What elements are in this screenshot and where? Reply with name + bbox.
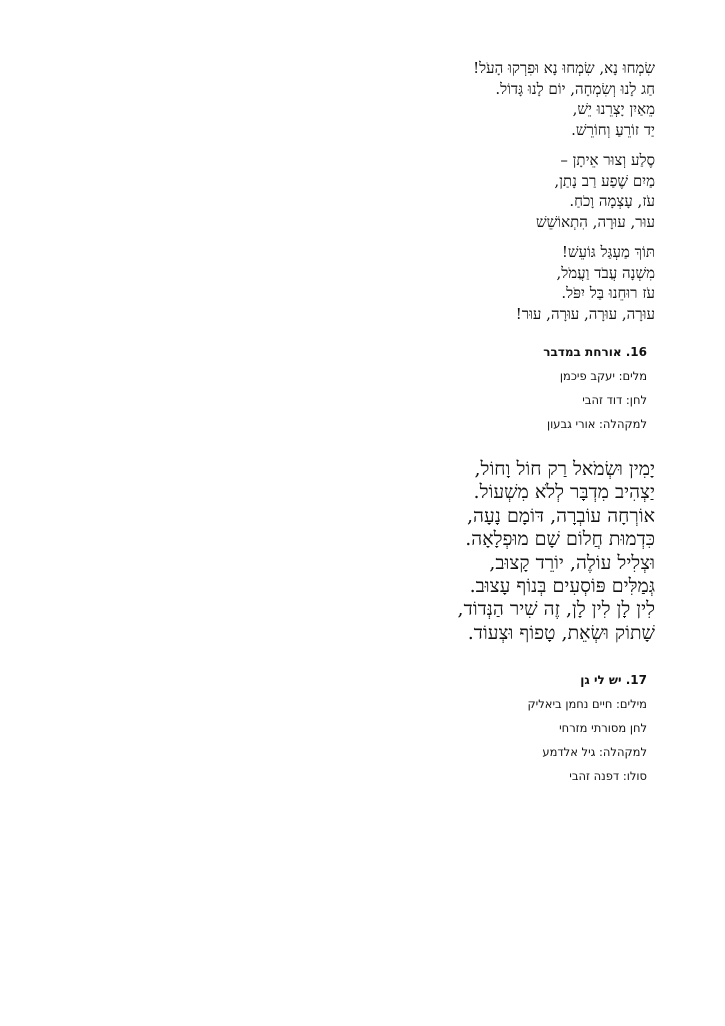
song-17-title: 17. יש לי גן [580,673,647,687]
poem-stanza [235,242,655,324]
song-16-choir-credit: למקהלה: אורי גבעון [547,417,647,431]
lyric-line: גְּמַלִּים פּוֹסְעִים בְּנוֹף עָצוּב. [469,575,655,598]
poem-line: עֹז רוּחֵנוּ בַּל יִפֹּל. [561,284,655,302]
song-17-lyrics-credit: מילים: חיים נחמן ביאליק [527,697,647,711]
song-17-melody-credit: לחן מסורתי מזרחי [559,721,647,735]
poem-stanza [235,150,655,232]
poem-line: עֹז, עָצְמָה וָכֹחַ. [569,192,655,210]
poem-line: עוּרָה, עוּרָה, עוּרָה, עוּר! [515,304,655,323]
song-17-choir-credit: למקהלה: גיל אלדמע [542,745,647,759]
poem-stanza [235,58,655,140]
poem-line: עוּר, עוּרָה, הִתְאוֹשֵׁשׁ [536,212,655,231]
poem-line: מֵאַיִן יָצְרֵנוּ יֵשׁ, [572,100,655,118]
lyric-line: אוֹרְחָה עוֹבְרָה, דּוֹמָם נָעָה, [467,504,655,527]
poem-line: סֶלַע וְצוּר אֵיתָן – [560,151,655,169]
poem-line: חַג לָנוּ וְשִׂמְחָה, יוֹם לָנוּ גָּדוֹל. [495,79,655,98]
lyric-line: לִין לָן לִין לָן, זֶה שִׁיר הַנְּדוֹד, [457,598,655,621]
song-16-melody-credit: לחן: דוד זהבי [582,393,647,407]
poem-line: מַיִם שֶׁפַע רַב נָתַן, [554,171,655,190]
lyric-line: יַצְהִיב מִדְבָּר לְלֹא מִשְׁעוֹל. [473,481,655,504]
top-poem [235,58,655,324]
lyric-line: שָׁתוֹק וּשְׂאֵת, טָפוֹף וּצְעוֹד. [467,621,655,644]
song-16-lyrics [235,458,655,645]
lyric-line: יָמִין וּשְׂמֹאל רַק חוֹל וָחוֹל, [474,458,655,480]
song-16-lyrics-credit: מלים: יעקב פיכמן [559,369,647,383]
song-16-title: 16. אורחת במדבר [543,345,647,359]
poem-line: שִׂמְחוּ נָא, שִׂמְחוּ נָא וּפִרְקוּ הָעֹל! [473,59,655,77]
poem-line: תּוֹךְ מַעְגַּל גּוֹעֵשׁ! [561,243,655,261]
poem-line: יַד זוֹרֵעַ וְחוֹרֵשׁ. [571,120,655,139]
lyric-line: וּצְלִיל עוֹלֶה, יוֹרֵד קָצוּב, [489,551,655,574]
poem-line: מִשְׁנָה עֲבֹד וַעֲמֹל, [556,263,655,282]
song-17-solo-credit: סולו: דפנה זהבי [569,769,647,783]
lyric-line: כִּדְמוּת חֲלוֹם שָׁם מוּפְלָאָה. [465,528,655,551]
